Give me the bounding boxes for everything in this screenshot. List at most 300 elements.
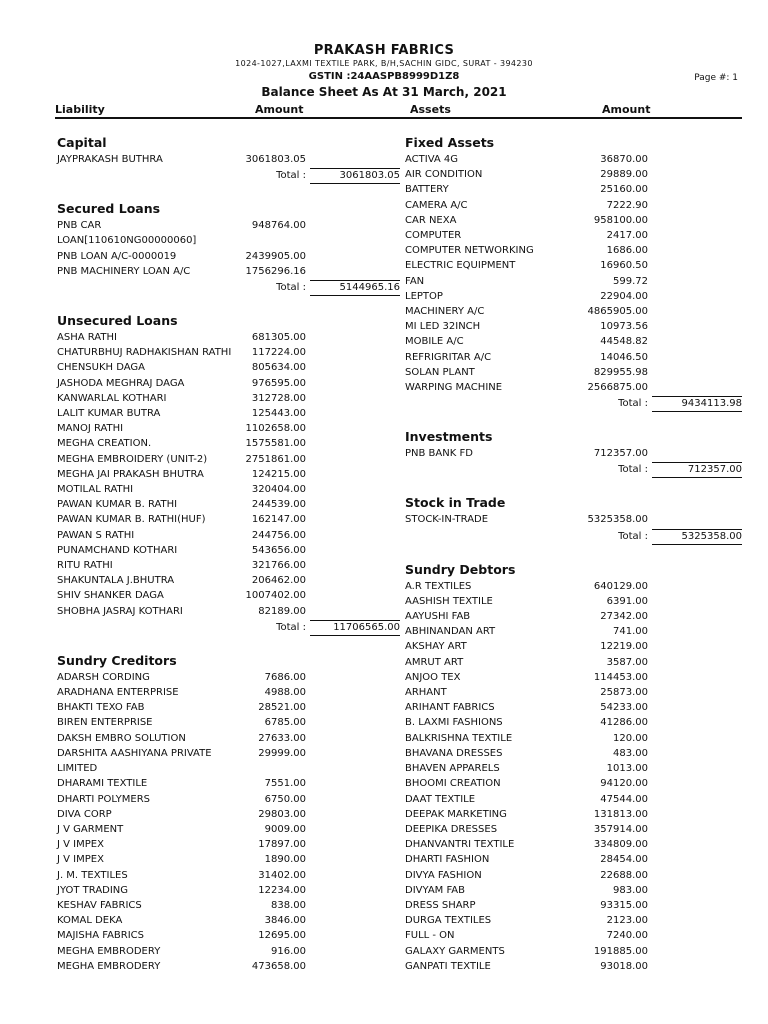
account-name: DIVYAM FAB xyxy=(405,884,466,896)
account-name: SOLAN PLANT xyxy=(405,366,475,378)
account-amount: 94120.00 xyxy=(600,778,648,790)
ledger-row xyxy=(405,807,742,822)
account-name: GALAXY GARMENTS xyxy=(405,945,505,957)
account-amount: 4865905.00 xyxy=(587,306,648,318)
account-name: CHATURBHUJ RADHAKISHAN RATHI xyxy=(57,347,232,359)
account-name: ASHA RATHI xyxy=(57,332,117,344)
account-name: PNB LOAN A/C-0000019 xyxy=(57,250,177,262)
total-label: Total : xyxy=(618,464,648,476)
ledger-row xyxy=(405,512,742,527)
account-name: WARPING MACHINE xyxy=(405,382,503,394)
account-amount: 916.00 xyxy=(271,945,306,957)
total-label: Total : xyxy=(276,282,306,294)
account-name: MEGHA JAI PRAKASH BHUTRA xyxy=(57,468,204,480)
account-amount: 1102658.00 xyxy=(245,423,306,435)
account-amount: 31402.00 xyxy=(258,869,306,881)
ledger-row xyxy=(57,249,400,264)
section-title: Unsecured Loans xyxy=(57,313,178,329)
account-amount: 41286.00 xyxy=(600,717,648,729)
account-name: MEGHA EMBROIDERY (UNIT-2) xyxy=(57,453,208,465)
account-amount: 9009.00 xyxy=(264,823,306,835)
account-name: A.R TEXTILES xyxy=(405,580,472,592)
ledger-row xyxy=(57,421,400,436)
account-amount: 983.00 xyxy=(613,884,648,896)
account-amount: 124215.00 xyxy=(251,468,306,480)
account-amount: 93315.00 xyxy=(600,899,648,911)
account-name: DIVA CORP xyxy=(57,808,112,820)
account-name: MOTILAL RATHI xyxy=(57,484,134,496)
section-total-amount: 11706565.00 xyxy=(310,620,400,636)
account-amount: 2417.00 xyxy=(606,230,648,242)
account-amount: 10973.56 xyxy=(600,321,648,333)
ledger-row xyxy=(57,376,400,391)
ledger-row xyxy=(405,350,742,365)
ledger-row xyxy=(405,182,742,197)
total-label: Total : xyxy=(276,621,306,633)
ledger-row xyxy=(405,670,742,685)
account-name: JASHODA MEGHRAJ DAGA xyxy=(57,377,185,389)
ledger-row xyxy=(405,898,742,913)
account-amount: 17897.00 xyxy=(258,839,306,851)
account-name: SHOBHA JASRAJ KOTHARI xyxy=(57,605,183,617)
section-title: Fixed Assets xyxy=(405,135,495,150)
account-name: J. M. TEXTILES xyxy=(57,869,128,881)
account-amount: 2566875.00 xyxy=(587,382,648,394)
account-name: LALIT KUMAR BUTRA xyxy=(57,408,161,420)
account-amount: 28454.00 xyxy=(600,854,648,866)
account-name: DURGA TEXTILES xyxy=(405,915,492,927)
ledger-row xyxy=(57,792,400,807)
ledger-row xyxy=(405,715,742,730)
account-name: PAWAN S RATHI xyxy=(57,529,135,541)
account-amount: 93018.00 xyxy=(600,960,648,972)
account-name: ARHANT xyxy=(405,687,447,699)
ledger-row xyxy=(405,639,742,654)
account-amount: 16960.50 xyxy=(600,260,648,272)
account-amount: 357914.00 xyxy=(593,823,648,835)
account-amount: 976595.00 xyxy=(251,377,306,389)
ledger-row xyxy=(57,898,400,913)
section-total-row xyxy=(57,167,400,184)
account-amount: 44548.82 xyxy=(600,336,648,348)
ledger-row xyxy=(405,334,742,349)
account-amount: 191885.00 xyxy=(593,945,648,957)
total-label: Total : xyxy=(618,398,648,410)
account-name: KANWARLAL KOTHARI xyxy=(57,392,167,404)
section-total-amount: 5325358.00 xyxy=(652,529,742,545)
ledger-row xyxy=(57,452,400,467)
assets-column xyxy=(405,134,742,974)
account-name: FAN xyxy=(405,275,425,287)
account-amount: 2439905.00 xyxy=(245,250,306,262)
ledger-row xyxy=(405,837,742,852)
ledger-row xyxy=(57,746,400,776)
ledger-row xyxy=(57,558,400,573)
ledger-row xyxy=(405,685,742,700)
account-amount: 1890.00 xyxy=(264,854,306,866)
ledger-row xyxy=(405,913,742,928)
section-spacer xyxy=(57,636,400,652)
account-amount: 6391.00 xyxy=(606,595,648,607)
ledger-row xyxy=(57,685,400,700)
account-name: MACHINERY A/C xyxy=(405,306,485,318)
account-amount: 7551.00 xyxy=(264,778,306,790)
account-name: JAYPRAKASH BUTHRA xyxy=(57,154,163,165)
ledger-row xyxy=(405,228,742,243)
ledger-row xyxy=(405,446,742,461)
ledger-row xyxy=(57,822,400,837)
account-amount: 7240.00 xyxy=(606,930,648,942)
account-name: ABHINANDAN ART xyxy=(405,626,496,638)
ledger-row xyxy=(57,807,400,822)
account-amount: 3846.00 xyxy=(264,915,306,927)
account-name: PAWAN KUMAR B. RATHI(HUF) xyxy=(57,514,206,526)
account-name: KESHAV FABRICS xyxy=(57,899,142,911)
account-name: ANJOO TEX xyxy=(405,671,461,683)
account-amount: 805634.00 xyxy=(251,362,306,374)
account-name: BHAKTI TEXO FAB xyxy=(57,702,145,714)
account-amount: 2751861.00 xyxy=(245,453,306,465)
account-amount: 838.00 xyxy=(271,899,306,911)
ledger-row xyxy=(405,365,742,380)
account-amount: 29889.00 xyxy=(600,169,648,181)
account-name: JYOT TRADING xyxy=(57,884,129,896)
account-name: DHANVANTRI TEXTILE xyxy=(405,839,515,851)
account-name: DHARTI FASHION xyxy=(405,854,490,866)
ledger-row xyxy=(405,731,742,746)
account-name: BHOOMI CREATION xyxy=(405,778,501,790)
account-amount: 206462.00 xyxy=(251,575,306,587)
account-amount: 640129.00 xyxy=(593,580,648,592)
ledger-row xyxy=(405,928,742,943)
ledger-row xyxy=(405,152,742,167)
account-amount: 7686.00 xyxy=(264,671,306,683)
ledger-row xyxy=(405,167,742,182)
ledger-row xyxy=(405,883,742,898)
amount-column-header-right: Amount xyxy=(602,103,651,116)
section-title: Investments xyxy=(405,429,493,445)
section-title: Sundry Debtors xyxy=(405,561,516,577)
account-amount: 114453.00 xyxy=(593,671,648,683)
ledger-row xyxy=(57,497,400,512)
ledger-row xyxy=(57,528,400,543)
section-spacer xyxy=(57,296,400,312)
account-name: MEGHA EMBRODERY xyxy=(57,960,161,972)
account-amount: 28521.00 xyxy=(258,702,306,714)
section-total-amount: 3061803.05 xyxy=(310,168,400,184)
account-name: BATTERY xyxy=(405,184,449,196)
account-name: SHAKUNTALA J.BHUTRA xyxy=(57,575,175,587)
account-amount: 120.00 xyxy=(613,732,648,744)
section-total-row xyxy=(57,619,400,636)
account-amount: 25160.00 xyxy=(600,184,648,196)
ledger-row xyxy=(57,360,400,375)
section-total-row xyxy=(57,279,400,296)
account-amount: 6785.00 xyxy=(264,717,306,729)
account-name: ADARSH CORDING xyxy=(57,671,150,683)
section-total-row xyxy=(405,528,742,545)
page-number: Page #: 1 xyxy=(694,73,738,83)
account-amount: 312728.00 xyxy=(251,392,306,404)
account-name: DAAT TEXTILE xyxy=(405,793,476,805)
ledger-row xyxy=(57,406,400,421)
account-name: LEPTOP xyxy=(405,290,443,302)
account-name: B. LAXMI FASHIONS xyxy=(405,717,503,729)
ledger-row xyxy=(57,670,400,685)
account-name: DEEPIKA DRESSES xyxy=(405,823,498,835)
account-amount: 1686.00 xyxy=(606,245,648,257)
account-name: FULL - ON xyxy=(405,930,455,942)
account-amount: 36870.00 xyxy=(600,154,648,165)
ledger-row xyxy=(405,746,742,761)
ledger-row xyxy=(57,928,400,943)
account-name: AIR CONDITION xyxy=(405,169,483,181)
account-amount: 244756.00 xyxy=(251,529,306,541)
ledger-row xyxy=(405,609,742,624)
account-name: ELECTRIC EQUIPMENT xyxy=(405,260,516,272)
account-name: BIREN ENTERPRISE xyxy=(57,717,153,729)
account-name: J V IMPEX xyxy=(57,854,104,866)
account-name: ACTIVA 4G xyxy=(405,154,459,165)
account-name: DHARAMI TEXTILE xyxy=(57,778,148,790)
total-label: Total : xyxy=(618,530,648,542)
account-name: COMPUTER xyxy=(405,230,462,242)
ledger-row xyxy=(57,944,400,959)
ledger-row xyxy=(405,700,742,715)
account-name: MANOJ RATHI xyxy=(57,423,124,435)
account-amount: 131813.00 xyxy=(593,808,648,820)
ledger-row xyxy=(57,868,400,883)
ledger-row xyxy=(405,579,742,594)
ledger-row xyxy=(57,543,400,558)
account-name: CAMERA A/C xyxy=(405,199,468,211)
ledger-row xyxy=(57,959,400,974)
company-name: PRAKASH FABRICS xyxy=(313,43,455,58)
account-amount: 2123.00 xyxy=(606,915,648,927)
account-amount: 3587.00 xyxy=(606,656,648,668)
account-name: PNB CAR LOAN[110610NG00000060] xyxy=(57,220,197,247)
account-name: DARSHITA AASHIYANA PRIVATE LIMITED xyxy=(57,747,212,775)
account-name: DRESS SHARP xyxy=(405,899,476,911)
ledger-row xyxy=(57,482,400,497)
account-name: PNB BANK FD xyxy=(405,448,473,460)
account-amount: 29999.00 xyxy=(258,747,306,759)
account-name: BALKRISHNA TEXTILE xyxy=(405,732,513,744)
account-name: STOCK-IN-TRADE xyxy=(405,514,489,526)
account-name: SHIV SHANKER DAGA xyxy=(57,590,164,602)
ledger-row xyxy=(57,218,400,248)
account-name: ARIHANT FABRICS xyxy=(405,702,495,714)
section-spacer xyxy=(57,184,400,200)
assets-column-header: Assets xyxy=(410,103,451,116)
report-title: Balance Sheet As At 31 March, 2021 xyxy=(261,85,507,99)
ledger-row xyxy=(405,243,742,258)
account-name: REFRIGRITAR A/C xyxy=(405,351,492,363)
ledger-row xyxy=(57,731,400,746)
account-name: AKSHAY ART xyxy=(405,641,467,653)
account-amount: 117224.00 xyxy=(251,347,306,359)
account-name: BHAVANA DRESSES xyxy=(405,747,503,759)
ledger-row xyxy=(405,776,742,791)
account-name: MEGHA CREATION. xyxy=(57,438,152,450)
ledger-row xyxy=(57,715,400,730)
account-name: COMPUTER NETWORKING xyxy=(405,245,534,257)
account-name: J V GARMENT xyxy=(57,823,124,835)
account-amount: 6750.00 xyxy=(264,793,306,805)
account-name: PUNAMCHAND KOTHARI xyxy=(57,544,178,556)
account-amount: 681305.00 xyxy=(251,332,306,344)
ledger-row xyxy=(57,512,400,527)
account-amount: 22904.00 xyxy=(600,290,648,302)
ledger-row xyxy=(57,700,400,715)
account-amount: 948764.00 xyxy=(251,220,306,232)
section-spacer xyxy=(405,545,742,561)
ledger-row xyxy=(405,655,742,670)
ledger-row xyxy=(57,852,400,867)
account-name: PNB MACHINERY LOAN A/C xyxy=(57,265,191,277)
account-name: BHAVEN APPARELS xyxy=(405,763,500,775)
account-name: AASHISH TEXTILE xyxy=(405,595,493,607)
liability-column-header: Liability xyxy=(55,103,105,116)
account-amount: 958100.00 xyxy=(593,214,648,226)
section-total-amount: 9434113.98 xyxy=(652,396,742,412)
account-amount: 14046.50 xyxy=(600,351,648,363)
ledger-row xyxy=(57,913,400,928)
ledger-row xyxy=(405,198,742,213)
section-title: Sundry Creditors xyxy=(57,652,177,668)
ledger-row xyxy=(57,604,400,619)
ledger-row xyxy=(405,792,742,807)
account-name: J V IMPEX xyxy=(57,839,104,851)
ledger-row xyxy=(57,573,400,588)
account-amount: 22688.00 xyxy=(600,869,648,881)
account-amount: 162147.00 xyxy=(251,514,306,526)
ledger-row xyxy=(405,594,742,609)
ledger-row xyxy=(405,959,742,974)
account-name: DHARTI POLYMERS xyxy=(57,793,151,805)
account-amount: 473658.00 xyxy=(251,960,306,972)
section-spacer xyxy=(405,478,742,494)
gstin-number: GSTIN :24AASPB8999D1Z8 xyxy=(308,71,460,82)
account-amount: 25873.00 xyxy=(600,687,648,699)
total-label: Total : xyxy=(276,170,306,182)
account-amount: 741.00 xyxy=(613,626,648,638)
account-amount: 27633.00 xyxy=(258,732,306,744)
section-total-row xyxy=(405,395,742,412)
ledger-row xyxy=(405,213,742,228)
account-amount: 829955.98 xyxy=(593,366,648,378)
account-name: KOMAL DEKA xyxy=(57,915,123,927)
ledger-row xyxy=(57,837,400,852)
account-amount: 54233.00 xyxy=(600,702,648,714)
account-name: MOBILE A/C xyxy=(405,336,464,348)
ledger-row xyxy=(57,152,400,167)
account-amount: 321766.00 xyxy=(251,560,306,572)
ledger-row xyxy=(57,264,400,279)
account-name: MAJISHA FABRICS xyxy=(57,930,145,942)
account-amount: 29803.00 xyxy=(258,808,306,820)
account-amount: 1756296.16 xyxy=(245,265,306,277)
ledger-row xyxy=(57,330,400,345)
account-amount: 27342.00 xyxy=(600,611,648,623)
ledger-row xyxy=(57,436,400,451)
account-name: CAR NEXA xyxy=(405,214,457,226)
section-title: Secured Loans xyxy=(57,201,161,217)
section-total-amount: 5144965.16 xyxy=(310,280,400,296)
account-amount: 599.72 xyxy=(613,275,648,287)
ledger-row xyxy=(405,944,742,959)
account-amount: 1575581.00 xyxy=(245,438,306,450)
account-name: ARADHANA ENTERPRISE xyxy=(57,687,179,699)
account-amount: 12219.00 xyxy=(600,641,648,653)
section-total-row xyxy=(405,461,742,478)
account-name: RITU RATHI xyxy=(57,560,113,572)
ledger-row xyxy=(405,852,742,867)
account-amount: 483.00 xyxy=(613,747,648,759)
section-title: Stock in Trade xyxy=(405,495,506,511)
account-amount: 12234.00 xyxy=(258,884,306,896)
account-amount: 4988.00 xyxy=(264,687,306,699)
account-amount: 125443.00 xyxy=(251,408,306,420)
account-amount: 12695.00 xyxy=(258,930,306,942)
ledger-row xyxy=(57,588,400,603)
account-amount: 320404.00 xyxy=(251,484,306,496)
account-amount: 543656.00 xyxy=(251,544,306,556)
amount-column-header-left: Amount xyxy=(255,103,304,116)
ledger-row xyxy=(57,776,400,791)
account-amount: 334809.00 xyxy=(593,839,648,851)
ledger-row xyxy=(405,289,742,304)
account-amount: 1007402.00 xyxy=(245,590,306,602)
section-spacer xyxy=(405,412,742,428)
liabilities-column xyxy=(57,134,400,974)
section-total-amount: 712357.00 xyxy=(652,462,742,478)
ledger-row xyxy=(57,883,400,898)
ledger-row xyxy=(57,467,400,482)
ledger-row xyxy=(405,380,742,395)
account-name: CHENSUKH DAGA xyxy=(57,362,146,374)
account-amount: 7222.90 xyxy=(606,199,648,211)
account-name: DIVYA FASHION xyxy=(405,869,482,881)
ledger-row xyxy=(405,304,742,319)
ledger-row xyxy=(405,319,742,334)
account-amount: 82189.00 xyxy=(258,605,306,617)
ledger-row xyxy=(405,258,742,273)
company-address: 1024-1027,LAXMI TEXTILE PARK, B/H,SACHIN GIDC, SURAT - 394230 xyxy=(235,59,533,68)
ledger-row xyxy=(405,274,742,289)
ledger-row xyxy=(405,761,742,776)
ledger-row xyxy=(405,822,742,837)
ledger-row xyxy=(57,391,400,406)
account-amount: 712357.00 xyxy=(593,448,648,460)
ledger-row xyxy=(405,868,742,883)
account-amount: 3061803.05 xyxy=(245,154,306,165)
ledger-row xyxy=(57,345,400,360)
account-amount: 5325358.00 xyxy=(587,514,648,526)
column-header-row xyxy=(55,103,742,119)
account-name: DEEPAK MARKETING xyxy=(405,808,507,820)
account-amount: 1013.00 xyxy=(606,763,648,775)
account-name: DAKSH EMBRO SOLUTION xyxy=(57,732,186,744)
account-name: AAYUSHI FAB xyxy=(405,611,471,623)
account-name: AMRUT ART xyxy=(405,656,464,668)
section-title: Capital xyxy=(57,135,107,150)
ledger-row xyxy=(405,624,742,639)
account-amount: 244539.00 xyxy=(251,499,306,511)
account-name: MI LED 32INCH xyxy=(405,321,481,333)
account-name: GANPATI TEXTILE xyxy=(405,960,491,972)
account-name: PAWAN KUMAR B. RATHI xyxy=(57,499,178,511)
